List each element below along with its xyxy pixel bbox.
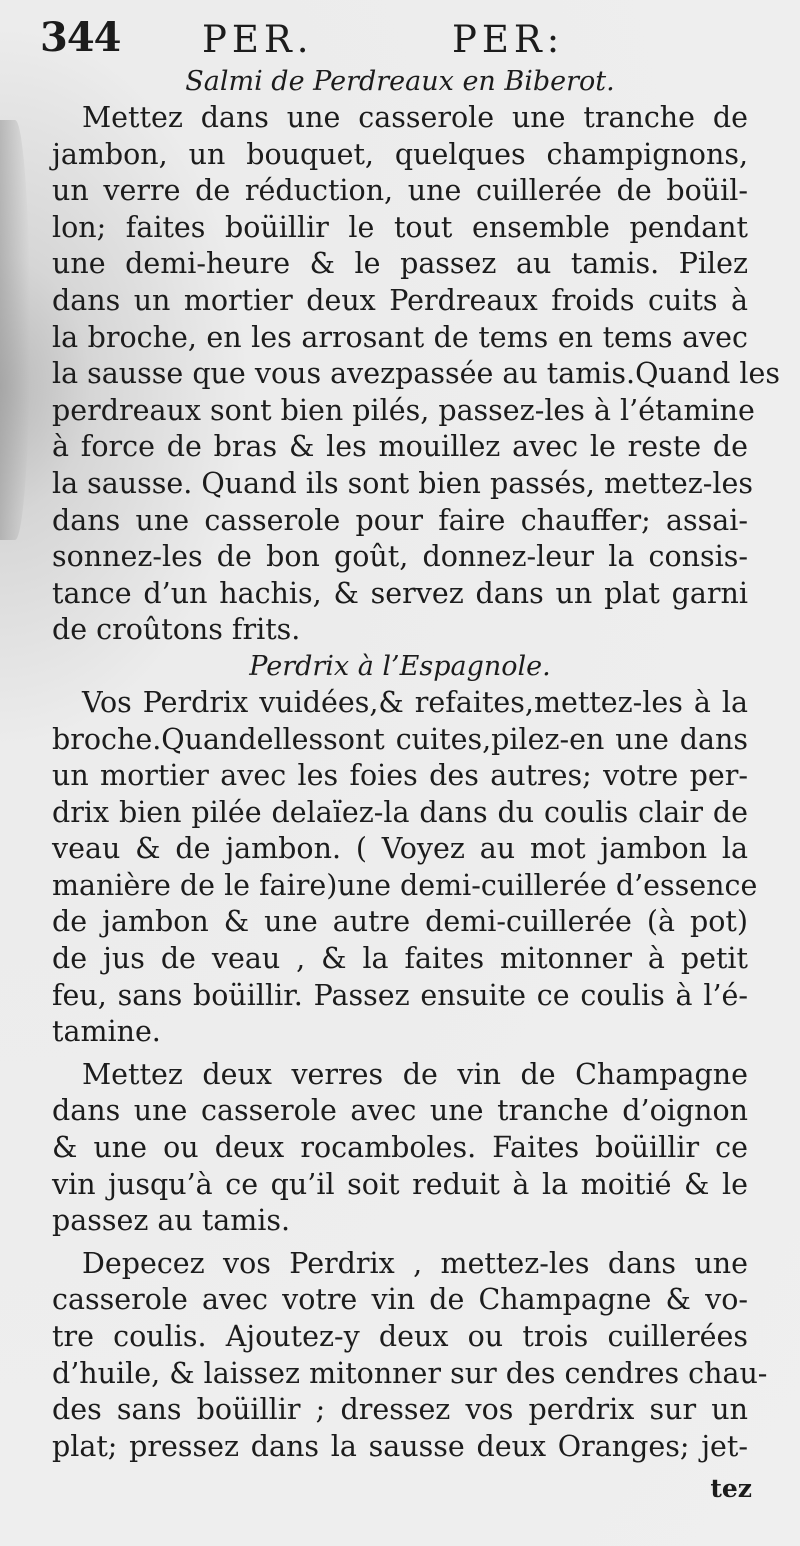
- paragraph: [52, 685, 758, 1051]
- text-line: plat; pressez dans la sausse deux Oranges; jet-: [52, 1429, 748, 1463]
- page-number: 344: [40, 14, 121, 61]
- page-header: [40, 14, 760, 66]
- text-line: un verre de réduction, une cuillerée de boüil-: [52, 174, 748, 208]
- text-line: dans un mortier deux Perdreaux froids cuits à: [52, 283, 748, 317]
- text-line: à force de bras & les mouillez avec le reste de: [52, 430, 748, 464]
- text-line: casserole avec votre vin de Champagne & vo-: [52, 1283, 748, 1317]
- text-line: Mettez dans une casserole une tranche de: [82, 101, 748, 134]
- text-line: Depecez vos Perdrix , mettez-les dans une: [82, 1246, 748, 1280]
- page-fold-shadow: [0, 120, 30, 540]
- text-line: manière de le faire)une demi-cuillerée d’essence: [52, 868, 758, 902]
- text-line: la sausse que vous avezpassée au tamis.Quand les: [52, 357, 781, 391]
- text-line: tamine.: [52, 1015, 161, 1049]
- text-line: veau & de jambon. ( Voyez au mot jambon la: [52, 832, 748, 866]
- text-line: tance d’un hachis, & servez dans un plat garni: [52, 576, 748, 610]
- text-line: sonnez-les de bon goût, donnez-leur la consis-: [52, 540, 748, 574]
- page-body: [52, 64, 781, 1465]
- text-line: & une ou deux rocamboles. Faites boüillir ce: [52, 1131, 748, 1165]
- paragraph: [52, 1246, 768, 1466]
- text-line: tre coulis. Ajoutez-y deux ou trois cuillerées: [52, 1320, 748, 1353]
- text-line: perdreaux sont bien pilés, passez-les à l’étamine: [52, 393, 755, 427]
- text-line: un mortier avec les foies des autres; votre per-: [52, 759, 748, 793]
- text-line: d’huile, & laissez mitonner sur des cendres chau-: [52, 1356, 768, 1390]
- text-line: feu, sans boüillir. Passez ensuite ce coulis à l’é-: [52, 978, 748, 1012]
- text-line: dans une casserole pour faire chauffer; assai-: [52, 503, 748, 537]
- recipe-section: [52, 649, 768, 1465]
- text-line: de jus de veau , & la faites mitonner à petit: [52, 942, 748, 976]
- text-line: la broche, en les arrosant de tems en tems avec: [52, 320, 748, 354]
- text-line: broche.Quandellessont cuites,pilez-en une dans: [52, 722, 748, 756]
- text-line: vin jusqu’à ce qu’il soit reduit à la moitié & le: [52, 1167, 748, 1201]
- text-line: des sans boüillir ; dressez vos perdrix sur un: [52, 1393, 748, 1427]
- text-line: jambon, un bouquet, quelques champignons,: [52, 137, 748, 171]
- recipe-title: Perdrix à l’Espagnole.: [249, 650, 551, 682]
- recipe-section: [52, 64, 781, 649]
- text-line: Mettez deux verres de vin de Champagne: [82, 1057, 748, 1091]
- text-line: lon; faites boüillir le tout ensemble pendant: [52, 210, 748, 244]
- text-line: Vos Perdrix vuidées,& refaites,mettez-les à la: [82, 685, 748, 719]
- running-head-right: PER:: [452, 18, 565, 61]
- text-line: passez au tamis.: [52, 1204, 291, 1238]
- text-line: drix bien pilée delaïez-la dans du coulis clair de: [52, 795, 748, 829]
- text-line: dans une casserole avec une tranche d’oignon: [52, 1094, 748, 1128]
- catchword: tez: [710, 1474, 752, 1503]
- text-line: la sausse. Quand ils sont bien passés, mettez-les: [52, 466, 753, 500]
- recipe-title: Salmi de Perdreaux en Biberot.: [185, 66, 615, 97]
- paragraph: [52, 100, 781, 649]
- text-line: de jambon & une autre demi-cuillerée (à pot): [52, 905, 748, 939]
- text-line: de croûtons frits.: [52, 613, 301, 647]
- text-line: une demi-heure & le passez au tamis. Pilez: [52, 247, 748, 281]
- paragraph: [52, 1057, 748, 1240]
- running-head-left: PER.: [202, 18, 314, 61]
